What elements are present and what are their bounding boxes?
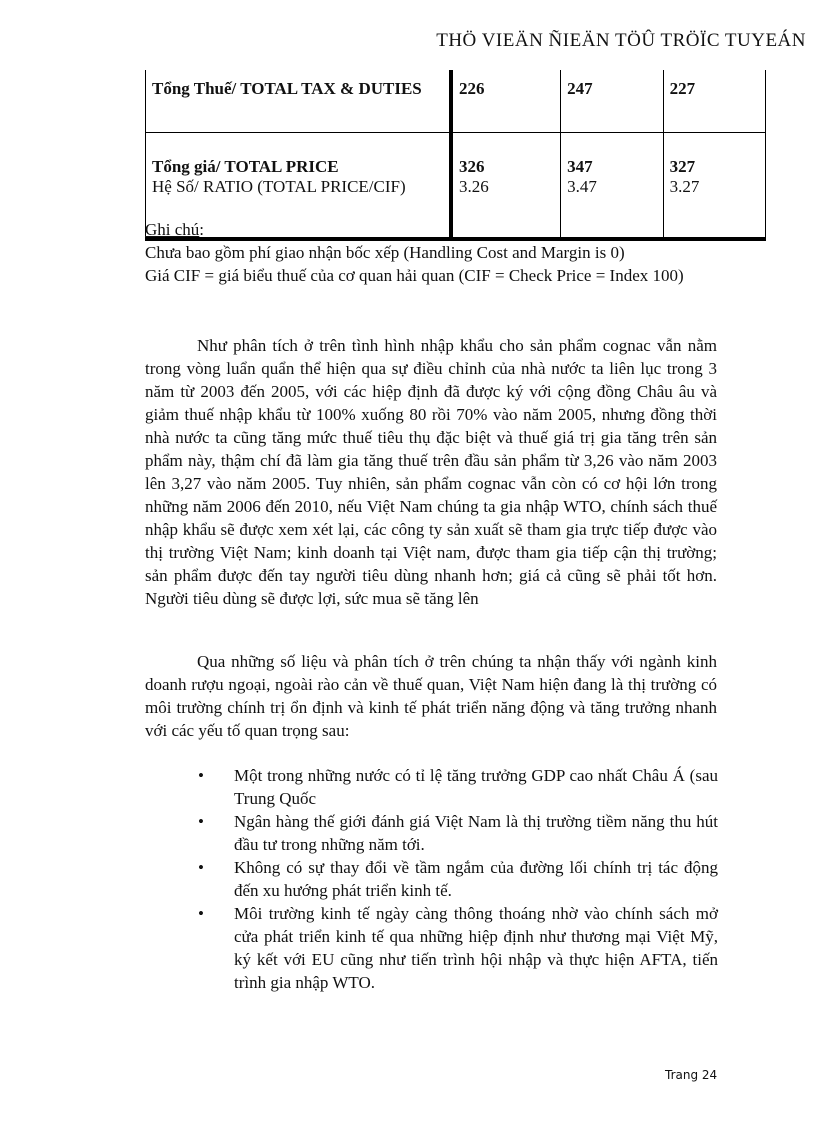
value-cell: 247 (561, 70, 663, 133)
value-cell: 227 (663, 70, 765, 133)
ratio-value: 3.27 (669, 177, 700, 196)
bullet-icon: • (198, 812, 204, 831)
body-paragraph: Qua những số liệu và phân tích ở trên chúng ta nhận thấy với ngành kinh doanh rượu ngoại, ngoài rào cản về thuế quan, Việt Nam hiện đang là thị trường có môi trường chính trị ổn định và kinh tế phát triển năng động và tăng trưởng nhanh với các yếu tố quan trọng sau: (145, 652, 717, 740)
notes-section (145, 218, 720, 287)
list-item (198, 902, 718, 994)
row-sub-label: Hệ Số/ RATIO (TOTAL PRICE/CIF) (152, 177, 406, 196)
tax-table (145, 70, 766, 241)
bullet-icon: • (198, 858, 204, 877)
list-item-text: Một trong những nước có tỉ lệ tăng trưởng GDP cao nhất Châu Á (sau Trung Quốc (234, 766, 718, 808)
notes-heading (145, 218, 720, 241)
body-paragraph: Như phân tích ở trên tình hình nhập khẩu cho sản phẩm cognac vẫn nằm trong vòng luẩn quẩn thể hiện qua sự điều chỉnh của nhà nước ta liên lục trong 3 năm từ 2003 đến 2005, với các hiệp định đã được ký với cộng đồng Châu âu và giảm thuế nhập khẩu từ 100% xuống 80 rồi 70% vào năm 2005, nhưng đồng thời nhà nước ta cũng tăng mức thuế tiêu thụ đặc biệt và thuế giá trị gia tăng trên sản phẩm này, thậm chí đã làm gia tăng thuế trên đầu sản phẩm từ 3,26 vào năm 2003 lên 3,27 vào năm 2005. Tuy nhiên, sản phẩm cognac vẫn còn có cơ hội lớn trong những năm 2006 đến 2010, nếu Việt Nam chúng ta gia nhập WTO, chính sách thuế nhập khẩu sẽ được xem xét lại, các công ty sản xuất sẽ tham gia trực tiếp được vào thị trường Việt Nam; kinh doanh tại Việt nam, được tham gia tiếp cận thị trường; sản phẩm được đến tay người tiêu dùng nhanh hơn; giá cả cũng sẽ phải tốt hơn. Người tiêu dùng sẽ được lợi, sức mua sẽ tăng lên (145, 336, 717, 608)
list-item (198, 764, 718, 810)
list-item-text: Ngân hàng thế giới đánh giá Việt Nam là thị trường tiềm năng thu hút đầu tư trong những năm tới. (234, 812, 718, 854)
notes-title: Ghi chú (145, 220, 200, 239)
table-row (146, 70, 766, 133)
page-number: Trang 24 (665, 1068, 718, 1082)
list-item-text: Không có sự thay đổi về tầm ngắm của đường lối chính trị tác động đến xu hướng phát triển kinh tế. (234, 858, 718, 900)
list-item-text: Môi trường kinh tế ngày càng thông thoáng nhờ vào chính sách mở cửa phát triển kinh tế qua những hiệp định như thương mại Việt Mỹ, ký kết với EU cũng như tiến trình hội nhập và thực hiện AFTA, tiến trình gia nhập WTO. (234, 904, 718, 992)
bullet-icon: • (198, 766, 204, 785)
bullet-icon: • (198, 904, 204, 923)
total-value: 327 (669, 157, 696, 176)
list-item (198, 810, 718, 856)
row-label: Tổng Thuế/ TOTAL TAX & DUTIES (146, 70, 452, 133)
note-line: Chưa bao gồm phí giao nhận bốc xếp (Handling Cost and Margin is 0) (145, 243, 625, 262)
bullet-list (198, 764, 718, 994)
row-label: Tổng giá/ TOTAL PRICE (152, 157, 339, 176)
ratio-value: 3.26 (459, 177, 489, 196)
note-line: Giá CIF = giá biểu thuế của cơ quan hải quan (CIF = Check Price = Index 100) (145, 266, 684, 285)
total-value: 347 (567, 157, 593, 176)
value-cell: 226 (451, 70, 561, 133)
ratio-value: 3.47 (567, 177, 597, 196)
page-header: THÖ VIEÄN ÑIEÄN TÖÛ TRÖÏC TUYEÁN (436, 30, 806, 51)
list-item (198, 856, 718, 902)
total-value: 326 (459, 157, 485, 176)
notes-colon: : (199, 220, 205, 239)
